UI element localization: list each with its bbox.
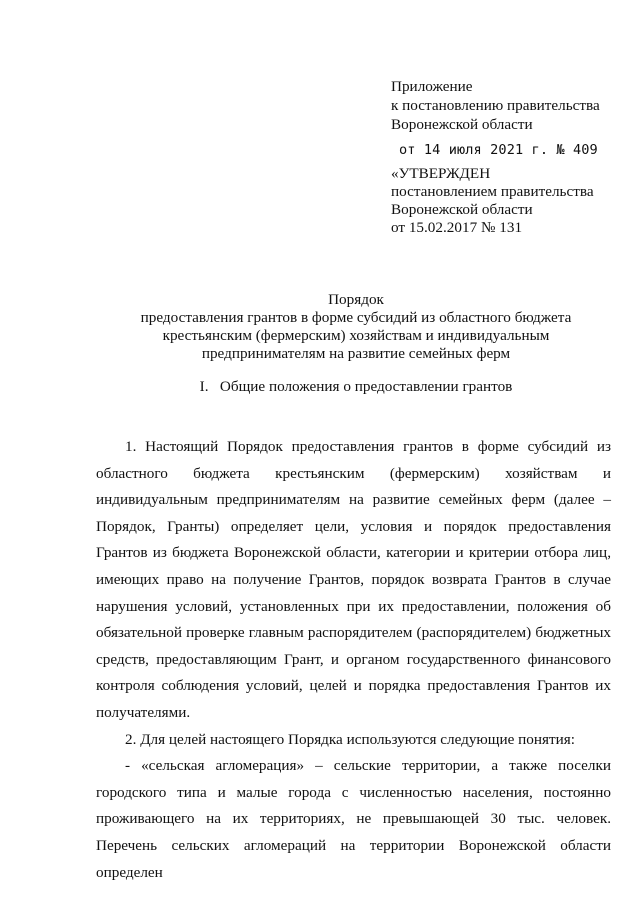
- appendix-title: Приложение: [391, 78, 473, 95]
- appendix-region: Воронежской области: [391, 116, 533, 133]
- section-heading: I. Общие положения о предоставлении грантов: [199, 378, 513, 395]
- paragraph-1: 1. Настоящий Порядок предоставления грантов в форме субсидий из областного бюджета крестьянским (фермерским) хозяйствам и индивидуальным предпринимателям на развитие семейных ферм (далее – Порядок, Гранты) определяет цели, условия и порядок предоставления Грантов из бюджета Воронежской области, категории и критерии отбора лиц, имеющих право на получение Грантов, порядок возврата Грантов в случае нарушения условий, установленных при их предоставлении, положения об обязательной проверке главным распорядителем (распорядителем) бюджетных средств, предоставляющим Грант, и органом государственного финансового контроля соблюдения условий, целей и порядка предоставления Грантов их получателями.: [96, 438, 611, 721]
- document-title: [96, 291, 616, 363]
- title-line-4: предпринимателям на развитие семейных ферм: [201, 345, 511, 362]
- title-line-1: Порядок: [328, 291, 384, 308]
- title-line-2: предоставления грантов в форме субсидий из областного бюджета: [140, 309, 572, 326]
- approved-date-number: от 15.02.2017 № 131: [391, 219, 523, 236]
- approval-stamp-text: [391, 165, 594, 237]
- appendix-typed-date: от 14 июля 2021 г. № 409: [399, 142, 598, 158]
- paragraph-2: 2. Для целей настоящего Порядка используются следующие понятия:: [125, 730, 575, 748]
- appendix-header: [391, 77, 600, 160]
- paragraph-3: - «сельская агломерация» – сельские территории, а также поселки городского типа и малые города с численностью населения, постоянно проживающего на их территориях, не превышающей 30 тыс. человек. Перечень сельских агломераций на территории Воронежской области определен: [96, 757, 611, 881]
- approved-label: «УТВЕРЖДЕН: [391, 165, 491, 182]
- appendix-reference: к постановлению правительства: [391, 97, 600, 114]
- approved-region: Воронежской области: [391, 201, 533, 218]
- document-body: [96, 434, 611, 886]
- title-line-3: крестьянским (фермерским) хозяйствам и индивидуальным: [162, 327, 550, 344]
- approved-by: постановлением правительства: [391, 183, 594, 200]
